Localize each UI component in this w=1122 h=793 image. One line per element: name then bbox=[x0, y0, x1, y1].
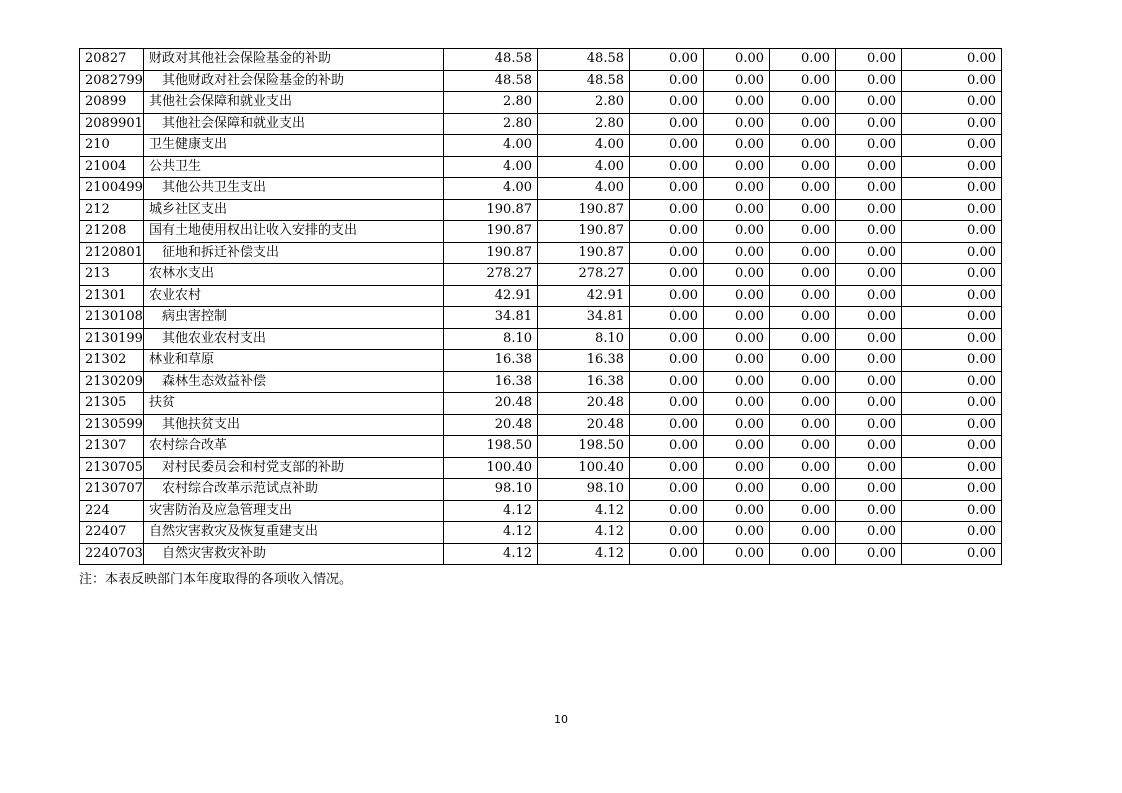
subject-name-cell: 森林生态效益补偿 bbox=[144, 371, 444, 393]
amount-cell: 0.00 bbox=[902, 414, 1002, 436]
amount-cell: 8.10 bbox=[538, 328, 630, 350]
amount-cell: 48.58 bbox=[444, 49, 538, 71]
amount-cell: 0.00 bbox=[770, 457, 836, 479]
amount-cell: 198.50 bbox=[444, 436, 538, 458]
amount-cell: 0.00 bbox=[836, 199, 902, 221]
amount-cell: 0.00 bbox=[836, 285, 902, 307]
amount-cell: 0.00 bbox=[902, 500, 1002, 522]
subject-name-cell: 对村民委员会和村党支部的补助 bbox=[144, 457, 444, 479]
subject-name-cell: 农业农村 bbox=[144, 285, 444, 307]
amount-cell: 0.00 bbox=[902, 479, 1002, 501]
amount-cell: 0.00 bbox=[704, 264, 770, 286]
subject-code-cell: 21004 bbox=[80, 156, 144, 178]
subject-code-cell: 2130209 bbox=[80, 371, 144, 393]
amount-cell: 0.00 bbox=[902, 307, 1002, 329]
amount-cell: 0.00 bbox=[836, 436, 902, 458]
amount-cell: 0.00 bbox=[836, 522, 902, 544]
amount-cell: 0.00 bbox=[836, 393, 902, 415]
subject-name-cell: 其他社会保障和就业支出 bbox=[144, 92, 444, 114]
amount-cell: 0.00 bbox=[630, 113, 704, 135]
amount-cell: 0.00 bbox=[630, 371, 704, 393]
amount-cell: 0.00 bbox=[704, 113, 770, 135]
amount-cell: 48.58 bbox=[538, 49, 630, 71]
amount-cell: 0.00 bbox=[770, 92, 836, 114]
amount-cell: 0.00 bbox=[902, 242, 1002, 264]
table-row bbox=[80, 436, 1002, 458]
subject-code-cell: 2130707 bbox=[80, 479, 144, 501]
subject-name-cell: 征地和拆迁补偿支出 bbox=[144, 242, 444, 264]
table-note: 注：本表反映部门本年度取得的各项收入情况。 bbox=[79, 572, 353, 587]
amount-cell: 20.48 bbox=[538, 393, 630, 415]
amount-cell: 16.38 bbox=[444, 371, 538, 393]
amount-cell: 98.10 bbox=[538, 479, 630, 501]
amount-cell: 2.80 bbox=[444, 92, 538, 114]
amount-cell: 0.00 bbox=[704, 156, 770, 178]
amount-cell: 0.00 bbox=[630, 70, 704, 92]
amount-cell: 0.00 bbox=[630, 135, 704, 157]
amount-cell: 4.12 bbox=[444, 522, 538, 544]
table-row bbox=[80, 135, 1002, 157]
amount-cell: 0.00 bbox=[770, 113, 836, 135]
amount-cell: 0.00 bbox=[836, 371, 902, 393]
amount-cell: 4.00 bbox=[444, 135, 538, 157]
amount-cell: 20.48 bbox=[444, 414, 538, 436]
amount-cell: 190.87 bbox=[538, 221, 630, 243]
amount-cell: 0.00 bbox=[704, 178, 770, 200]
amount-cell: 48.58 bbox=[538, 70, 630, 92]
subject-code-cell: 2130199 bbox=[80, 328, 144, 350]
amount-cell: 34.81 bbox=[444, 307, 538, 329]
table-row bbox=[80, 500, 1002, 522]
subject-code-cell: 21208 bbox=[80, 221, 144, 243]
amount-cell: 0.00 bbox=[836, 70, 902, 92]
amount-cell: 0.00 bbox=[836, 156, 902, 178]
amount-cell: 0.00 bbox=[770, 221, 836, 243]
amount-cell: 0.00 bbox=[836, 543, 902, 565]
amount-cell: 0.00 bbox=[630, 178, 704, 200]
amount-cell: 0.00 bbox=[630, 522, 704, 544]
amount-cell: 190.87 bbox=[444, 242, 538, 264]
amount-cell: 2.80 bbox=[444, 113, 538, 135]
subject-code-cell: 2100499 bbox=[80, 178, 144, 200]
amount-cell: 0.00 bbox=[902, 178, 1002, 200]
amount-cell: 4.00 bbox=[444, 156, 538, 178]
subject-code-cell: 213 bbox=[80, 264, 144, 286]
amount-cell: 0.00 bbox=[902, 522, 1002, 544]
amount-cell: 0.00 bbox=[770, 414, 836, 436]
amount-cell: 4.12 bbox=[538, 543, 630, 565]
table-row bbox=[80, 543, 1002, 565]
amount-cell: 4.00 bbox=[538, 178, 630, 200]
subject-name-cell: 其他公共卫生支出 bbox=[144, 178, 444, 200]
amount-cell: 0.00 bbox=[704, 92, 770, 114]
amount-cell: 0.00 bbox=[770, 307, 836, 329]
budget-table bbox=[79, 48, 1002, 565]
amount-cell: 0.00 bbox=[630, 264, 704, 286]
table-row bbox=[80, 328, 1002, 350]
table-row bbox=[80, 178, 1002, 200]
amount-cell: 0.00 bbox=[630, 393, 704, 415]
table-row bbox=[80, 113, 1002, 135]
amount-cell: 0.00 bbox=[704, 285, 770, 307]
amount-cell: 0.00 bbox=[630, 500, 704, 522]
amount-cell: 0.00 bbox=[836, 92, 902, 114]
amount-cell: 190.87 bbox=[538, 199, 630, 221]
table-row bbox=[80, 393, 1002, 415]
subject-code-cell: 21302 bbox=[80, 350, 144, 372]
subject-name-cell: 农村综合改革示范试点补助 bbox=[144, 479, 444, 501]
amount-cell: 0.00 bbox=[704, 350, 770, 372]
amount-cell: 0.00 bbox=[770, 436, 836, 458]
table-row bbox=[80, 199, 1002, 221]
amount-cell: 0.00 bbox=[630, 543, 704, 565]
subject-code-cell: 212 bbox=[80, 199, 144, 221]
amount-cell: 0.00 bbox=[704, 135, 770, 157]
table-row bbox=[80, 92, 1002, 114]
amount-cell: 0.00 bbox=[836, 479, 902, 501]
amount-cell: 0.00 bbox=[770, 285, 836, 307]
subject-name-cell: 公共卫生 bbox=[144, 156, 444, 178]
subject-code-cell: 22407 bbox=[80, 522, 144, 544]
amount-cell: 0.00 bbox=[630, 307, 704, 329]
table-row bbox=[80, 285, 1002, 307]
amount-cell: 2.80 bbox=[538, 113, 630, 135]
subject-code-cell: 224 bbox=[80, 500, 144, 522]
subject-name-cell: 自然灾害救灾及恢复重建支出 bbox=[144, 522, 444, 544]
amount-cell: 20.48 bbox=[538, 414, 630, 436]
subject-name-cell: 其他扶贫支出 bbox=[144, 414, 444, 436]
amount-cell: 0.00 bbox=[630, 479, 704, 501]
table-row bbox=[80, 522, 1002, 544]
amount-cell: 0.00 bbox=[770, 264, 836, 286]
amount-cell: 4.00 bbox=[538, 135, 630, 157]
amount-cell: 0.00 bbox=[902, 285, 1002, 307]
amount-cell: 0.00 bbox=[902, 543, 1002, 565]
table-row bbox=[80, 414, 1002, 436]
table-row bbox=[80, 70, 1002, 92]
subject-code-cell: 20827 bbox=[80, 49, 144, 71]
amount-cell: 0.00 bbox=[902, 457, 1002, 479]
subject-name-cell: 病虫害控制 bbox=[144, 307, 444, 329]
amount-cell: 0.00 bbox=[836, 49, 902, 71]
amount-cell: 0.00 bbox=[704, 479, 770, 501]
subject-name-cell: 农林水支出 bbox=[144, 264, 444, 286]
amount-cell: 278.27 bbox=[538, 264, 630, 286]
amount-cell: 190.87 bbox=[538, 242, 630, 264]
amount-cell: 278.27 bbox=[444, 264, 538, 286]
table-row bbox=[80, 242, 1002, 264]
subject-name-cell: 灾害防治及应急管理支出 bbox=[144, 500, 444, 522]
amount-cell: 0.00 bbox=[902, 350, 1002, 372]
amount-cell: 0.00 bbox=[704, 199, 770, 221]
table-row bbox=[80, 350, 1002, 372]
amount-cell: 198.50 bbox=[538, 436, 630, 458]
amount-cell: 4.12 bbox=[444, 500, 538, 522]
amount-cell: 0.00 bbox=[630, 242, 704, 264]
amount-cell: 0.00 bbox=[770, 49, 836, 71]
subject-name-cell: 农村综合改革 bbox=[144, 436, 444, 458]
amount-cell: 190.87 bbox=[444, 199, 538, 221]
amount-cell: 0.00 bbox=[836, 178, 902, 200]
subject-code-cell: 2082799 bbox=[80, 70, 144, 92]
amount-cell: 16.38 bbox=[444, 350, 538, 372]
subject-name-cell: 其他社会保障和就业支出 bbox=[144, 113, 444, 135]
amount-cell: 16.38 bbox=[538, 350, 630, 372]
amount-cell: 0.00 bbox=[770, 393, 836, 415]
amount-cell: 42.91 bbox=[444, 285, 538, 307]
subject-code-cell: 20899 bbox=[80, 92, 144, 114]
amount-cell: 0.00 bbox=[704, 457, 770, 479]
subject-code-cell: 2130108 bbox=[80, 307, 144, 329]
amount-cell: 98.10 bbox=[444, 479, 538, 501]
amount-cell: 0.00 bbox=[630, 328, 704, 350]
amount-cell: 0.00 bbox=[770, 70, 836, 92]
subject-code-cell: 2240703 bbox=[80, 543, 144, 565]
amount-cell: 100.40 bbox=[538, 457, 630, 479]
amount-cell: 0.00 bbox=[902, 328, 1002, 350]
subject-code-cell: 2130705 bbox=[80, 457, 144, 479]
table-row bbox=[80, 264, 1002, 286]
amount-cell: 0.00 bbox=[630, 92, 704, 114]
subject-code-cell: 21305 bbox=[80, 393, 144, 415]
amount-cell: 0.00 bbox=[704, 242, 770, 264]
subject-code-cell: 21301 bbox=[80, 285, 144, 307]
amount-cell: 0.00 bbox=[770, 242, 836, 264]
amount-cell: 0.00 bbox=[902, 135, 1002, 157]
subject-code-cell: 2120801 bbox=[80, 242, 144, 264]
subject-name-cell: 城乡社区支出 bbox=[144, 199, 444, 221]
amount-cell: 0.00 bbox=[630, 414, 704, 436]
subject-name-cell: 自然灾害救灾补助 bbox=[144, 543, 444, 565]
amount-cell: 0.00 bbox=[836, 500, 902, 522]
amount-cell: 0.00 bbox=[770, 199, 836, 221]
amount-cell: 0.00 bbox=[630, 156, 704, 178]
amount-cell: 0.00 bbox=[836, 307, 902, 329]
amount-cell: 0.00 bbox=[704, 70, 770, 92]
amount-cell: 0.00 bbox=[836, 350, 902, 372]
amount-cell: 0.00 bbox=[902, 221, 1002, 243]
page-number: 10 bbox=[554, 713, 568, 726]
amount-cell: 4.00 bbox=[538, 156, 630, 178]
amount-cell: 48.58 bbox=[444, 70, 538, 92]
subject-code-cell: 210 bbox=[80, 135, 144, 157]
amount-cell: 0.00 bbox=[770, 178, 836, 200]
amount-cell: 0.00 bbox=[902, 92, 1002, 114]
amount-cell: 0.00 bbox=[630, 350, 704, 372]
subject-name-cell: 其他财政对社会保险基金的补助 bbox=[144, 70, 444, 92]
table-row bbox=[80, 221, 1002, 243]
subject-name-cell: 财政对其他社会保险基金的补助 bbox=[144, 49, 444, 71]
amount-cell: 0.00 bbox=[836, 221, 902, 243]
amount-cell: 0.00 bbox=[704, 414, 770, 436]
subject-name-cell: 扶贫 bbox=[144, 393, 444, 415]
amount-cell: 0.00 bbox=[704, 371, 770, 393]
amount-cell: 0.00 bbox=[704, 221, 770, 243]
amount-cell: 4.00 bbox=[444, 178, 538, 200]
amount-cell: 34.81 bbox=[538, 307, 630, 329]
amount-cell: 0.00 bbox=[902, 371, 1002, 393]
amount-cell: 190.87 bbox=[444, 221, 538, 243]
table-row bbox=[80, 307, 1002, 329]
amount-cell: 0.00 bbox=[836, 113, 902, 135]
amount-cell: 0.00 bbox=[902, 70, 1002, 92]
amount-cell: 0.00 bbox=[630, 221, 704, 243]
subject-code-cell: 21307 bbox=[80, 436, 144, 458]
amount-cell: 0.00 bbox=[704, 522, 770, 544]
amount-cell: 0.00 bbox=[836, 414, 902, 436]
table-row bbox=[80, 457, 1002, 479]
amount-cell: 0.00 bbox=[704, 500, 770, 522]
table-row bbox=[80, 156, 1002, 178]
amount-cell: 0.00 bbox=[704, 307, 770, 329]
amount-cell: 0.00 bbox=[704, 393, 770, 415]
amount-cell: 0.00 bbox=[770, 479, 836, 501]
amount-cell: 0.00 bbox=[836, 457, 902, 479]
amount-cell: 0.00 bbox=[770, 500, 836, 522]
amount-cell: 0.00 bbox=[704, 436, 770, 458]
amount-cell: 0.00 bbox=[836, 242, 902, 264]
amount-cell: 4.12 bbox=[538, 522, 630, 544]
amount-cell: 2.80 bbox=[538, 92, 630, 114]
amount-cell: 0.00 bbox=[902, 264, 1002, 286]
amount-cell: 0.00 bbox=[902, 199, 1002, 221]
amount-cell: 0.00 bbox=[704, 49, 770, 71]
amount-cell: 0.00 bbox=[770, 135, 836, 157]
subject-code-cell: 2089901 bbox=[80, 113, 144, 135]
amount-cell: 0.00 bbox=[836, 135, 902, 157]
amount-cell: 0.00 bbox=[770, 371, 836, 393]
subject-name-cell: 其他农业农村支出 bbox=[144, 328, 444, 350]
amount-cell: 0.00 bbox=[902, 49, 1002, 71]
amount-cell: 0.00 bbox=[630, 436, 704, 458]
amount-cell: 0.00 bbox=[902, 393, 1002, 415]
amount-cell: 8.10 bbox=[444, 328, 538, 350]
amount-cell: 0.00 bbox=[630, 285, 704, 307]
table-body bbox=[80, 49, 1002, 565]
amount-cell: 0.00 bbox=[836, 264, 902, 286]
amount-cell: 0.00 bbox=[836, 328, 902, 350]
amount-cell: 0.00 bbox=[704, 543, 770, 565]
amount-cell: 100.40 bbox=[444, 457, 538, 479]
subject-name-cell: 卫生健康支出 bbox=[144, 135, 444, 157]
amount-cell: 0.00 bbox=[770, 328, 836, 350]
amount-cell: 0.00 bbox=[770, 350, 836, 372]
amount-cell: 0.00 bbox=[630, 49, 704, 71]
amount-cell: 0.00 bbox=[902, 436, 1002, 458]
amount-cell: 0.00 bbox=[770, 522, 836, 544]
subject-name-cell: 国有土地使用权出让收入安排的支出 bbox=[144, 221, 444, 243]
amount-cell: 20.48 bbox=[444, 393, 538, 415]
amount-cell: 0.00 bbox=[630, 457, 704, 479]
table-row bbox=[80, 371, 1002, 393]
amount-cell: 4.12 bbox=[444, 543, 538, 565]
amount-cell: 42.91 bbox=[538, 285, 630, 307]
amount-cell: 0.00 bbox=[704, 328, 770, 350]
amount-cell: 0.00 bbox=[902, 113, 1002, 135]
subject-code-cell: 2130599 bbox=[80, 414, 144, 436]
amount-cell: 0.00 bbox=[902, 156, 1002, 178]
amount-cell: 16.38 bbox=[538, 371, 630, 393]
amount-cell: 0.00 bbox=[630, 199, 704, 221]
table-row bbox=[80, 49, 1002, 71]
amount-cell: 0.00 bbox=[770, 156, 836, 178]
amount-cell: 0.00 bbox=[770, 543, 836, 565]
subject-name-cell: 林业和草原 bbox=[144, 350, 444, 372]
table-row bbox=[80, 479, 1002, 501]
amount-cell: 4.12 bbox=[538, 500, 630, 522]
